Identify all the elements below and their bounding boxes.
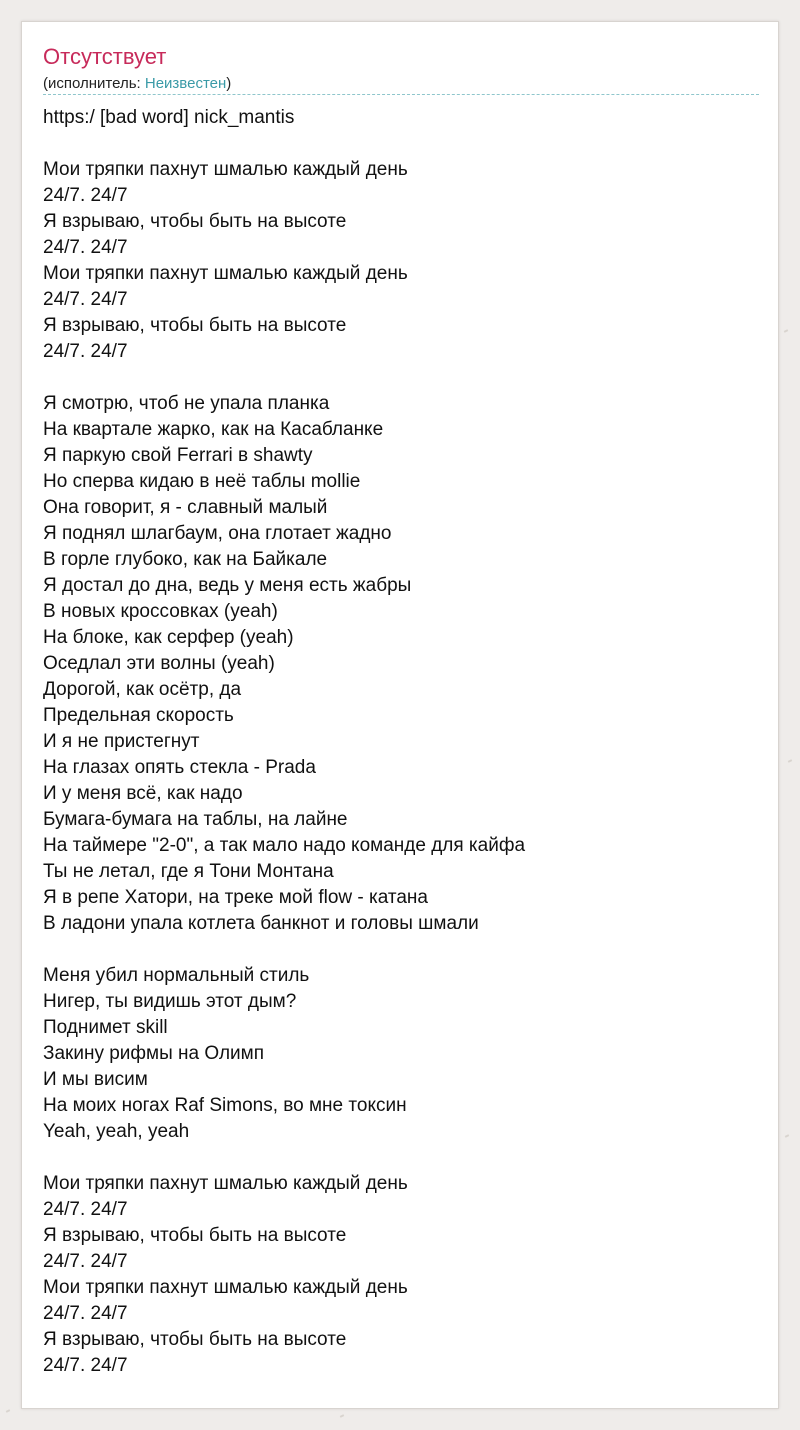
header-divider (43, 94, 759, 95)
lyric-line: В горле глубоко, как на Байкале (43, 549, 328, 570)
lyric-line: 24/7. 24/7 (43, 1199, 128, 1220)
stanza-break (43, 131, 759, 157)
stanza-break (43, 365, 759, 391)
lyric-line: Я достал до дна, ведь у меня есть жабры (43, 575, 412, 596)
lyric-line: На квартале жарко, как на Касабланке (43, 419, 384, 440)
lyric-line: И я не пристегнут (43, 731, 200, 752)
lyric-line: Я в репе Хатори, на треке мой flow - катана (43, 887, 428, 908)
lyric-line: На моих ногах Raf Simons, во мне токсин (43, 1095, 407, 1116)
lyric-line: Нигер, ты видишь этот дым? (43, 991, 297, 1012)
lyric-line: Я взрываю, чтобы быть на высоте (43, 315, 347, 336)
lyric-line: Я смотрю, чтоб не упала планка (43, 393, 330, 414)
artist-suffix: ) (226, 75, 232, 92)
lyric-line: На таймере "2-0", а так мало надо команде для кайфа (43, 835, 526, 856)
artist-line (43, 74, 231, 94)
artist-prefix: (исполнитель: (43, 75, 145, 92)
lyric-line: Я взрываю, чтобы быть на высоте (43, 211, 347, 232)
background-speck (788, 759, 792, 763)
lyric-line: Я взрываю, чтобы быть на высоте (43, 1225, 347, 1246)
lyric-line: Я поднял шлагбаум, она глотает жадно (43, 523, 392, 544)
lyric-line: В ладони упала котлета банкнот и головы шмали (43, 913, 479, 934)
lyric-line: 24/7. 24/7 (43, 1303, 128, 1324)
lyric-line: Я взрываю, чтобы быть на высоте (43, 1329, 347, 1350)
background-speck (784, 329, 788, 333)
lyric-line: Но сперва кидаю в неё таблы mollie (43, 471, 361, 492)
lyric-line: Мои тряпки пахнут шмалью каждый день (43, 159, 408, 180)
lyric-line: 24/7. 24/7 (43, 341, 128, 362)
background-speck (785, 1134, 789, 1138)
lyric-line: Она говорит, я - славный малый (43, 497, 328, 518)
lyric-line: Мои тряпки пахнут шмалью каждый день (43, 1173, 408, 1194)
lyric-line: Дорогой, как осётр, да (43, 679, 242, 700)
song-title: Отсутствует (43, 44, 167, 69)
stanza-break (43, 1145, 759, 1171)
lyric-line: 24/7. 24/7 (43, 1355, 128, 1376)
lyrics-card (21, 21, 779, 1409)
lyric-line: Мои тряпки пахнут шмалью каждый день (43, 263, 408, 284)
lyric-line: Оседлал эти волны (yeah) (43, 653, 275, 674)
lyric-line: Мои тряпки пахнут шмалью каждый день (43, 1277, 408, 1298)
lyric-line: https:/ [bad word] nick_mantis (43, 107, 295, 128)
lyric-line: 24/7. 24/7 (43, 289, 128, 310)
lyric-line: На блоке, как серфер (yeah) (43, 627, 294, 648)
lyric-line: Закину рифмы на Олимп (43, 1043, 265, 1064)
stanza-break (43, 937, 759, 963)
lyric-line: 24/7. 24/7 (43, 185, 128, 206)
lyric-line: 24/7. 24/7 (43, 237, 128, 258)
artist-link[interactable]: Неизвестен (144, 75, 227, 92)
lyric-line: И у меня всё, как надо (43, 783, 243, 804)
lyric-line: Предельная скорость (43, 705, 234, 726)
lyric-line: Yeah, yeah, yeah (43, 1121, 190, 1142)
lyric-line: На глазах опять стекла - Prada (43, 757, 316, 778)
lyric-line: Ты не летал, где я Тони Монтана (43, 861, 334, 882)
lyric-line: Я паркую свой Ferrari в shawty (43, 445, 313, 466)
lyric-line: И мы висим (43, 1069, 148, 1090)
background-speck (340, 1414, 344, 1418)
lyric-line: Меня убил нормальный стиль (43, 965, 310, 986)
lyrics-body (43, 105, 759, 1379)
background-speck (6, 1409, 10, 1413)
lyric-line: В новых кроссовках (yeah) (43, 601, 278, 622)
lyric-line: Бумага-бумага на таблы, на лайне (43, 809, 348, 830)
lyric-line: Поднимет skill (43, 1017, 168, 1038)
lyric-line: 24/7. 24/7 (43, 1251, 128, 1272)
